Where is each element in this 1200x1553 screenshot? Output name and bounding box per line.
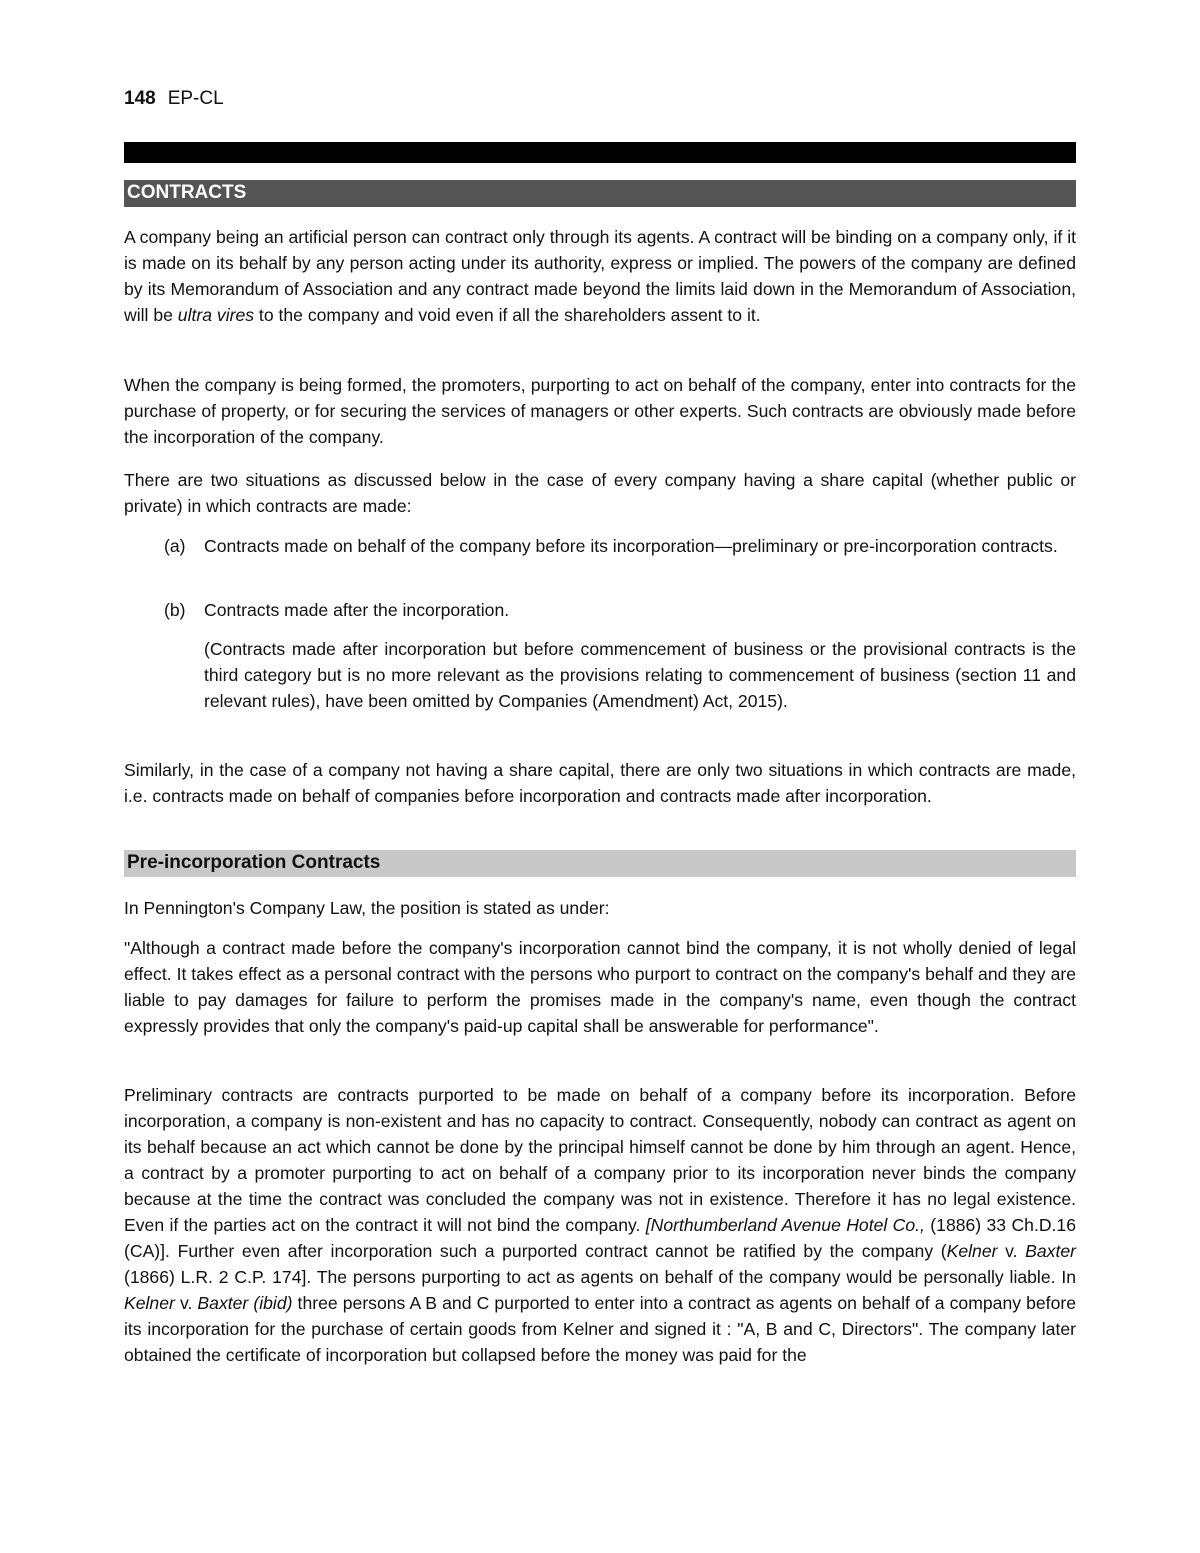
paragraph-2: When the company is being formed, the promoters, purporting to act on behalf of the company, enter into contracts for the purchase of property, or for securing the services of managers or other experts. Such contracts are obviously made before the incorporation of the company. bbox=[124, 375, 1076, 447]
header-rule-bar bbox=[124, 142, 1076, 163]
list-item-b bbox=[164, 597, 1076, 623]
page-number: 148 bbox=[124, 88, 156, 109]
list-text-a: Contracts made on behalf of the company before its incorporation—preliminary or pre-incorporation contracts. bbox=[204, 536, 1058, 556]
paragraph-1-text-b: to the company and void even if all the shareholders assent to it. bbox=[254, 305, 761, 325]
provisional-contracts-note: (Contracts made after incorporation but before commencement of business or the provisional contracts is the third category but is no more relevant as the provisions relating to commencement of business (section 11 and relevant rules), have been omitted by Companies (Amendment) Act, 2015). bbox=[204, 639, 1076, 711]
section-heading-pre-incorporation: Pre-incorporation Contracts bbox=[124, 850, 1076, 877]
page-header bbox=[124, 88, 224, 110]
paragraph-4: Similarly, in the case of a company not having a share capital, there are only two situations in which contracts are made, i.e. contracts made on behalf of companies before incorporation and contracts made after incorporation. bbox=[124, 760, 1076, 806]
case-citation-northumberland: [Northumberland Avenue Hotel Co., bbox=[645, 1215, 925, 1235]
ultra-vires-term: ultra vires bbox=[177, 305, 255, 325]
paragraph-5: In Pennington's Company Law, the position is stated as under: bbox=[124, 898, 610, 918]
list-item-a bbox=[164, 533, 1076, 559]
paragraph-6: Preliminary contracts are contracts purported to be made on behalf of a company before its incorporation. Before incorporation, a company is non-existent and has no capacity to contract. Consequently, nobody can contract as agent on its behalf because an act which cannot be done by the principal himself cannot be done by him through an agent. Hence, a contract by a promoter purporting to act on behalf of a company prior to its incorporation never binds the company because at the time the contract was concluded the company was not in existence. Therefore it has no legal existence. Even if the parties act on the contract it will not bind the company. [Northumberland Avenue Hotel Co., (1886) 33 Ch.D.16 (CA)]. Further even after incorporation such a purported contract cannot be ratified by the company (Kelner v. Baxter (1866) L.R. 2 C.P. 174]. The persons purporting to act as agents on behalf of the company would be personally liable. In Kelner v. Baxter (ibid) three persons A B and C purported to enter into a contract as agents on behalf of a company before its incorporation for the purchase of certain goods from Kelner and signed it : "A, B and C, Directors". The company later obtained the certificate of incorporation but collapsed before the money was paid for the bbox=[124, 1085, 1077, 1365]
pennington-quote: "Although a contract made before the company's incorporation cannot bind the company, it is not wholly denied of legal effect. It takes effect as a personal contract with the persons who purport to contract on the company's behalf and they are liable to pay damages for failure to perform the promises made in the company's name, even though the contract expressly provides that only the company's paid-up capital shall be answerable for performance". bbox=[124, 938, 1076, 1036]
list-text-b: Contracts made after the incorporation. bbox=[204, 600, 510, 620]
case-name-kelner-2: Kelner bbox=[124, 1293, 175, 1313]
running-title: EP-CL bbox=[167, 88, 224, 109]
case-name-kelner: Kelner bbox=[946, 1241, 998, 1261]
paragraph-3: There are two situations as discussed below in the case of every company having a share capital (whether public or private) in which contracts are made: bbox=[124, 470, 1076, 516]
list-label-a: (a) bbox=[164, 536, 186, 556]
section-heading-contracts: CONTRACTS bbox=[124, 180, 1076, 207]
paragraph-1 bbox=[124, 224, 1076, 328]
list-label-b: (b) bbox=[164, 600, 186, 620]
case-name-baxter-ibid: Baxter (ibid) bbox=[197, 1293, 293, 1313]
case-name-baxter: Baxter bbox=[1025, 1241, 1076, 1261]
paragraph-1-text-a: A company being an artificial person can contract only through its agents. A contract will be binding on a company only, if it is made on its behalf by any person acting under its authority, express or implied. The powers of the company are defined by its Memorandum of Association and any contract made beyond the limits laid down in the Memorandum of Association, will be bbox=[124, 227, 1076, 325]
